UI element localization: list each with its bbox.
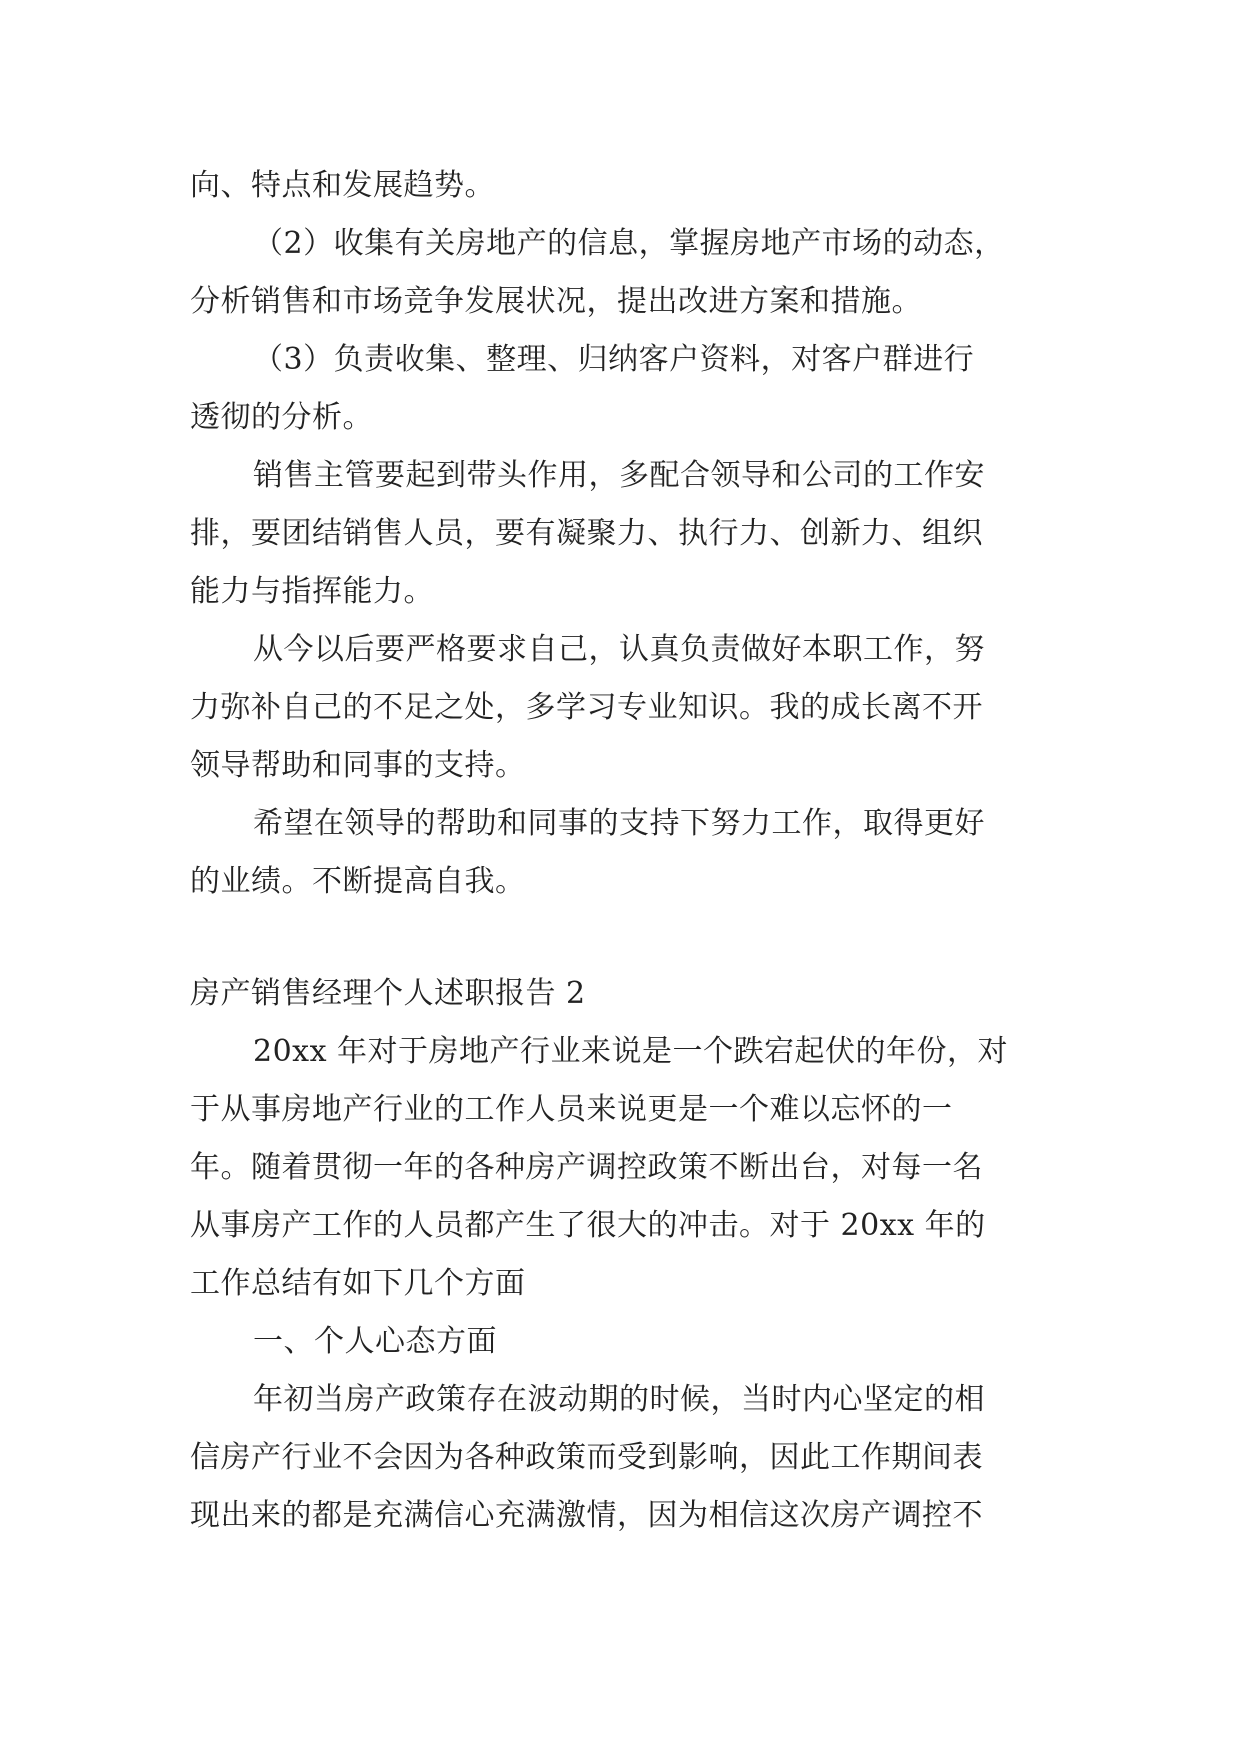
text-line: 领导帮助和同事的支持。 bbox=[190, 748, 526, 783]
text-line: 力弥补自己的不足之处，多学习专业知识。我的成长离不开 bbox=[190, 690, 983, 725]
text-line: 现出来的都是充满信心充满激情，因为相信这次房产调控不 bbox=[190, 1498, 983, 1533]
text-line: 希望在领导的帮助和同事的支持下努力工作，取得更好 bbox=[253, 806, 985, 841]
text-line: 透彻的分析。 bbox=[190, 400, 373, 435]
text-line: 的业绩。不断提高自我。 bbox=[190, 864, 526, 899]
text-line: 于从事房地产行业的工作人员来说更是一个难以忘怀的一 bbox=[190, 1092, 953, 1127]
subheading: 一、个人心态方面 bbox=[253, 1324, 497, 1359]
text-line: 年初当房产政策存在波动期的时候，当时内心坚定的相 bbox=[253, 1382, 985, 1417]
text-line: 年。随着贯彻一年的各种房产调控政策不断出台，对每一名 bbox=[190, 1150, 983, 1185]
section-title: 房产销售经理个人述职报告 2 bbox=[190, 976, 586, 1011]
text-line: （3）负责收集、整理、归纳客户资料，对客户群进行 bbox=[253, 342, 975, 377]
text-line: 销售主管要起到带头作用，多配合领导和公司的工作安 bbox=[253, 458, 985, 493]
text-line: （2）收集有关房地产的信息，掌握房地产市场的动态， bbox=[253, 226, 1005, 261]
text-line: 从事房产工作的人员都产生了很大的冲击。对于 20xx 年的 bbox=[190, 1208, 986, 1243]
text-line: 工作总结有如下几个方面 bbox=[190, 1266, 526, 1301]
text-line: 20xx 年对于房地产行业来说是一个跌宕起伏的年份，对 bbox=[253, 1034, 1009, 1069]
text-line: 能力与指挥能力。 bbox=[190, 574, 434, 609]
text-line: 从今以后要严格要求自己，认真负责做好本职工作，努 bbox=[253, 632, 985, 667]
text-line: 向、特点和发展趋势。 bbox=[190, 168, 495, 203]
text-line: 分析销售和市场竞争发展状况，提出改进方案和措施。 bbox=[190, 284, 922, 319]
text-line: 信房产行业不会因为各种政策而受到影响，因此工作期间表 bbox=[190, 1440, 983, 1475]
text-line: 排，要团结销售人员，要有凝聚力、执行力、创新力、组织 bbox=[190, 516, 983, 551]
